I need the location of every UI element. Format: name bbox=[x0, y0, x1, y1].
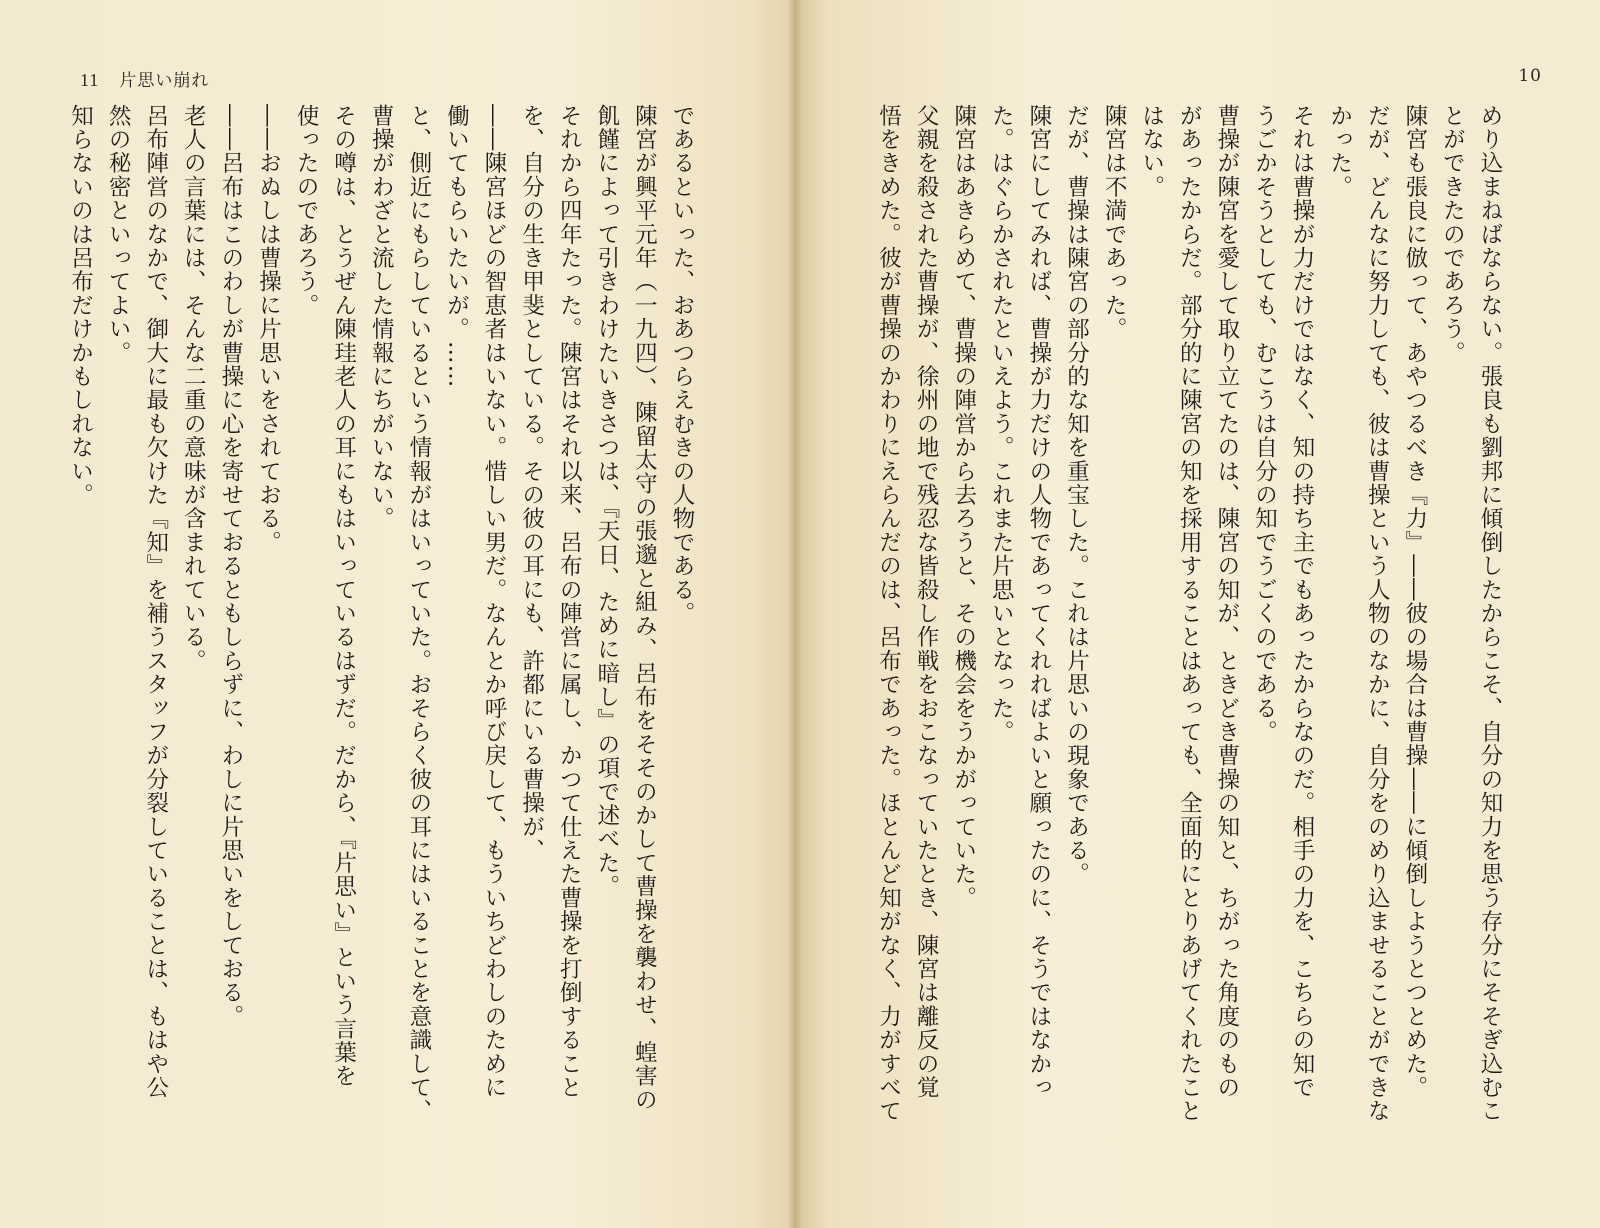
right-page-text bbox=[828, 104, 1508, 1214]
text-column: 呂布陣営のなかで、御大に最も欠けた『知』を補うスタッフが分裂していることは、もはや公 bbox=[142, 104, 169, 1100]
left-page-text bbox=[67, 104, 700, 1214]
text-column: だが、曹操は陳宮の部分的な知を重宝した。これは片思いの現象である。 bbox=[1063, 104, 1090, 887]
text-column: 知らないのは呂布だけかもしれない。 bbox=[67, 104, 94, 507]
text-column: 使ったのであろう。 bbox=[293, 104, 320, 318]
text-column: 陳宮はあきらめて、曹操の陣営から去ろうと、その機会をうかがっていた。 bbox=[950, 104, 977, 910]
text-column: 老人の言葉には、そんな二重の意味が含まれている。 bbox=[180, 104, 207, 673]
text-column: それから四年たった。陳宮はそれ以来、呂布の陣営に属し、かつて仕えた曹操を打倒すること bbox=[556, 104, 583, 1100]
left-page bbox=[0, 0, 796, 1228]
text-column: 陳宮が興平元年（一九四）、陳留太守の張邈と組み、呂布をそそのかして曹操を襲わせ、蝗害の bbox=[631, 104, 658, 1112]
text-column: ――呂布はこのわしが曹操に心を寄せておるともしらずに、わしに片思いをしておる。 bbox=[217, 104, 244, 1029]
text-column: 陳宮は不満であった。 bbox=[1101, 104, 1128, 341]
text-column: 働いてもらいたいが。…… bbox=[443, 104, 470, 389]
text-column: とができたのであろう。 bbox=[1439, 104, 1466, 365]
text-column: 陳宮も張良に倣って、あやつるべき『力』――彼の場合は曹操――に傾倒しようとつとめた。 bbox=[1401, 104, 1428, 1100]
text-column: 曹操が陳宮を愛して取り立てたのは、陳宮の知が、ときどき曹操の知と、ちがった角度のもの bbox=[1213, 104, 1240, 1100]
text-column: であるといった、おあつらえむきの人物である。 bbox=[669, 104, 695, 626]
left-page-number: 11 bbox=[80, 70, 100, 90]
text-column: た。はぐらかされたといえよう。これまた片思いとなった。 bbox=[988, 104, 1015, 744]
book-gutter bbox=[788, 0, 802, 1228]
text-column: ――おぬしは曹操に片思いをされておる。 bbox=[255, 104, 282, 555]
chapter-title: 片思い崩れ bbox=[119, 71, 210, 91]
text-column: と、側近にもらしているという情報がはいっていた。おそらく彼の耳にはいることを意識して、 bbox=[405, 104, 432, 1124]
right-running-head bbox=[1518, 66, 1542, 86]
text-column: はない。 bbox=[1138, 104, 1165, 199]
text-column: 父親を殺された曹操が、徐州の地で残忍な皆殺し作戦をおこなっていたとき、陳宮は離反の覚 bbox=[913, 104, 940, 1100]
text-column: 飢饉によって引きわけたいきさつは、『天日、ために暗し』の項で述べた。 bbox=[593, 104, 620, 899]
text-column: があったからだ。部分的に陳宮の知を採用することはあっても、全面的にとりあげてくれたこと bbox=[1176, 104, 1203, 1124]
text-column: ――陳宮ほどの智恵者はいない。惜しい男だ。なんとか呼び戻して、もういちどわしのために bbox=[481, 104, 508, 1100]
text-column: 然の秘密といってよい。 bbox=[105, 104, 132, 365]
text-column: 曹操がわざと流した情報にちがいない。 bbox=[368, 104, 395, 531]
text-column: かった。 bbox=[1326, 104, 1353, 199]
right-page-number: 10 bbox=[1518, 66, 1542, 86]
left-running-head bbox=[80, 66, 209, 91]
text-column: 陳宮にしてみれば、曹操が力だけの人物であってくれればよいと願ったのに、そうではなかっ bbox=[1025, 104, 1052, 1100]
text-column: それは曹操が力だけではなく、知の持ち主でもあったからなのだ。相手の力を、こちらの知で bbox=[1289, 104, 1316, 1100]
text-column: うごかそうとしても、むこうは自分の知でうごくのである。 bbox=[1251, 104, 1278, 744]
text-column: を、自分の生き甲斐としている。その彼の耳にも、許都にいる曹操が、 bbox=[518, 104, 545, 863]
text-column: だが、どんなに努力しても、彼は曹操という人物のなかに、自分をのめり込ませることができな bbox=[1364, 104, 1391, 1124]
text-column: めり込まねばならない。張良も劉邦に傾倒したからこそ、自分の知力を思う存分にそそぎ込むこ bbox=[1477, 104, 1503, 1124]
text-column: その噂は、とうぜん陳珪老人の耳にもはいっているはずだ。だから、『片思い』という言葉を bbox=[330, 104, 357, 1089]
text-column: 悟をきめた。彼が曹操のかわりにえらんだのは、呂布であった。ほとんど知がなく、力がすべて bbox=[875, 104, 902, 1124]
